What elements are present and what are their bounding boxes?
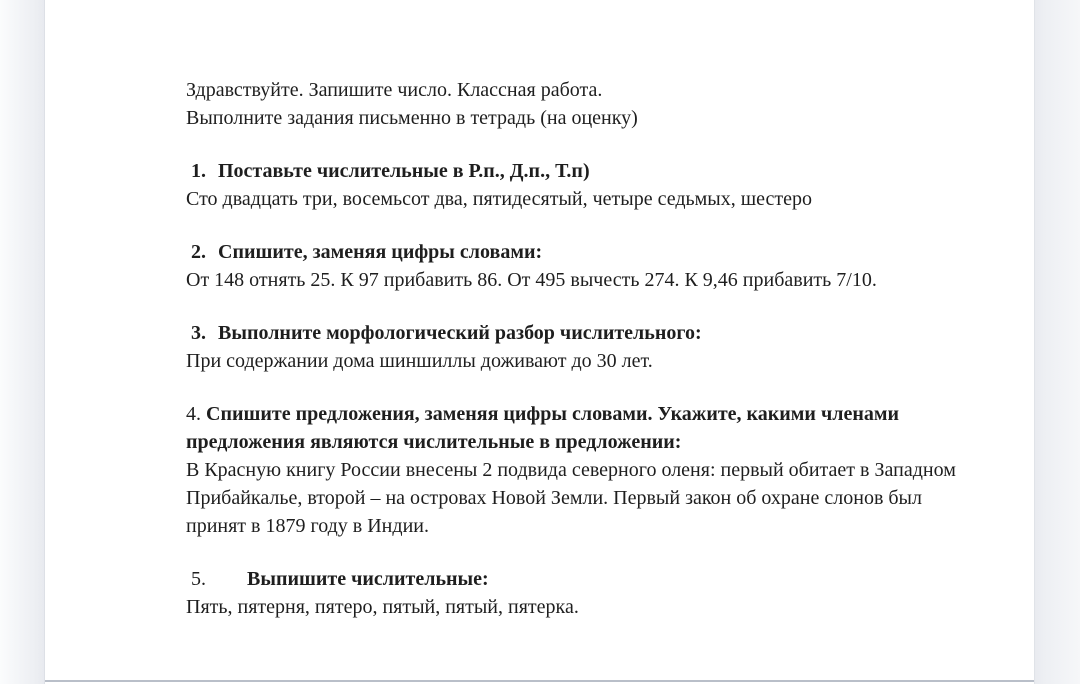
right-page-gutter — [1034, 0, 1080, 684]
task-5-title: Выпишите числительные: — [247, 568, 489, 590]
intro-line-2: Выполните задания письменно в тетрадь (на оценку) — [186, 107, 638, 129]
intro-paragraph — [186, 76, 968, 132]
task-3-title: Выполните морфологический разбор числительного: — [218, 322, 702, 344]
task-4-body: В Красную книгу России внесены 2 подвида северного оленя: первый обитает в Западном Прибайкалье, второй – на островах Новой Земли. Первый закон об охране слонов был принят в 1879 году в Индии. — [186, 459, 956, 537]
task-5-heading — [186, 565, 968, 593]
task-2-title: Спишите, заменяя цифры словами: — [218, 241, 543, 263]
task-3-heading — [186, 319, 968, 347]
task-5 — [186, 565, 968, 621]
task-3-body: При содержании дома шиншиллы доживают до 30 лет. — [186, 350, 653, 372]
task-5-body: Пять, пятерня, пятеро, пятый, пятый, пятерка. — [186, 596, 579, 618]
task-4 — [186, 400, 968, 540]
task-2-body: От 148 отнять 25. К 97 прибавить 86. От 495 вычесть 274. К 9,46 прибавить 7/10. — [186, 269, 877, 291]
task-1 — [186, 157, 968, 213]
document-content — [45, 0, 968, 621]
task-3 — [186, 319, 968, 375]
document-page — [45, 0, 1034, 682]
task-5-number: 5. — [191, 568, 206, 590]
task-2-heading — [186, 238, 968, 266]
task-4-title: Спишите предложения, заменяя цифры словами. Укажите, какими членами предложения являются числительные в предложении: — [186, 403, 899, 453]
task-1-number: 1. — [191, 160, 206, 182]
task-2 — [186, 238, 968, 294]
intro-line-1: Здравствуйте. Запишите число. Классная работа. — [186, 79, 603, 101]
task-1-body: Сто двадцать три, восемьсот два, пятидесятый, четыре седьмых, шестеро — [186, 188, 812, 210]
task-1-title: Поставьте числительные в Р.п., Д.п., Т.п) — [218, 160, 590, 182]
task-3-number: 3. — [191, 322, 206, 344]
left-page-gutter — [0, 0, 45, 684]
task-2-number: 2. — [191, 241, 206, 263]
task-4-heading — [186, 400, 968, 456]
task-4-number: 4. — [186, 403, 201, 425]
task-1-heading — [186, 157, 968, 185]
